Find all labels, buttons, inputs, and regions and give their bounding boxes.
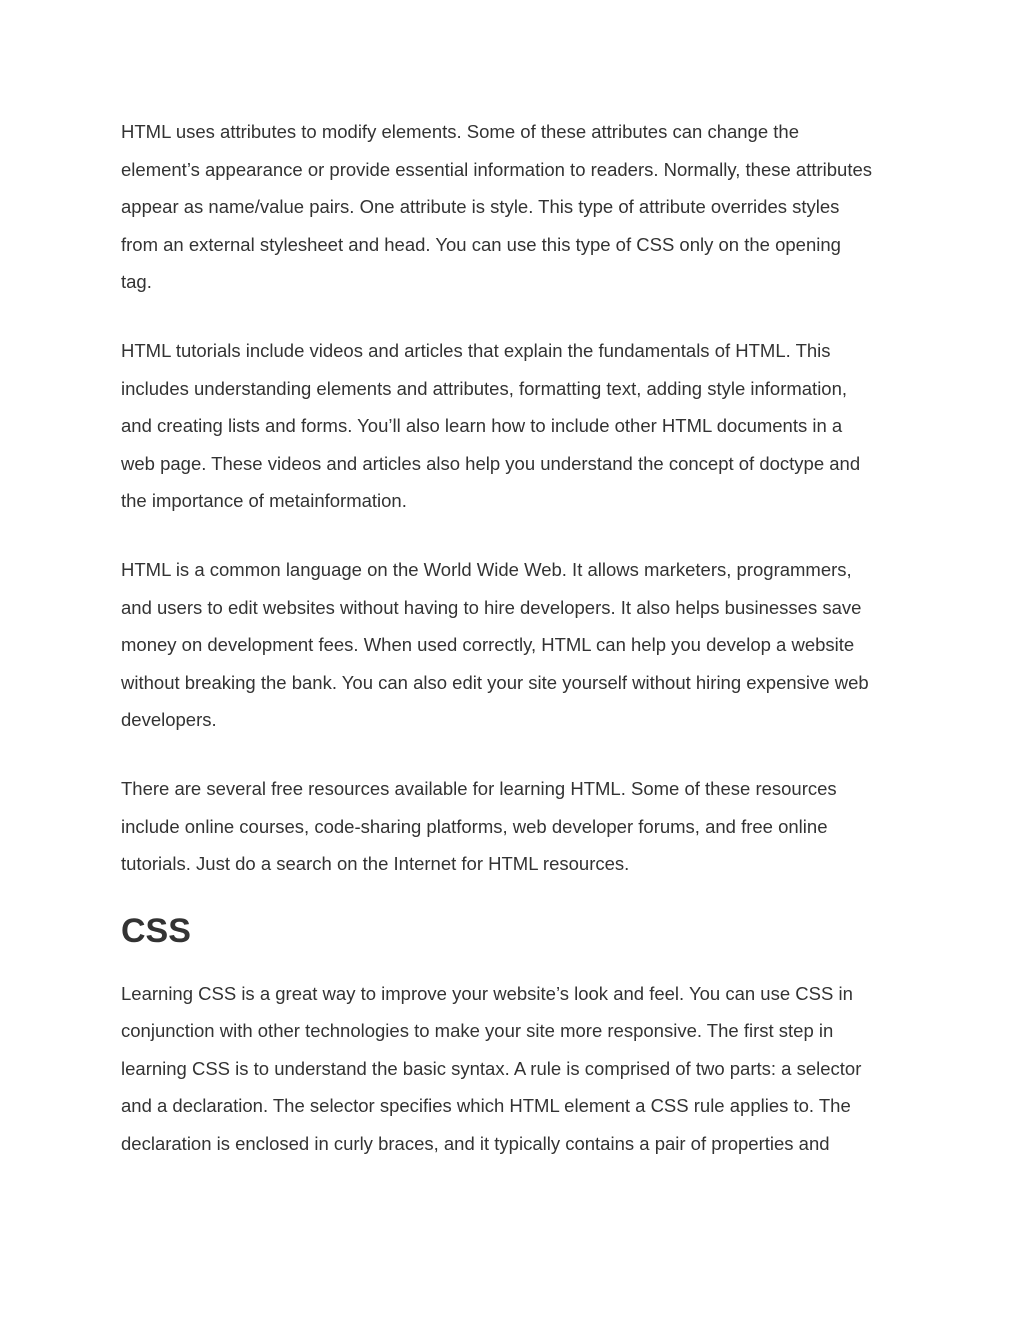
text-line: tag. — [121, 271, 152, 292]
text-line: element’s appearance or provide essential information to readers. Normally, these attributes — [121, 158, 873, 180]
text-line: and users to edit websites without having to hire developers. It also helps businesses save — [121, 596, 862, 618]
section-heading-css: CSS — [121, 911, 191, 950]
paragraph-html-tutorials — [121, 332, 911, 520]
text-line: declaration is enclosed in curly braces, and it typically contains a pair of properties and — [121, 1132, 830, 1154]
text-line: developers. — [121, 709, 217, 730]
text-line: includes understanding elements and attributes, formatting text, adding style information, — [121, 377, 848, 399]
text-line: HTML is a common language on the World Wide Web. It allows marketers, programmers, — [121, 559, 852, 580]
text-line: and creating lists and forms. You’ll also learn how to include other HTML documents in a — [121, 415, 843, 436]
paragraph-html-common-language — [121, 551, 911, 739]
text-line: include online courses, code-sharing platforms, web developer forums, and free online — [121, 815, 828, 837]
text-line: the importance of metainformation. — [121, 490, 407, 511]
text-line: HTML tutorials include videos and articles that explain the fundamentals of HTML. This — [121, 340, 831, 361]
text-line: Learning CSS is a great way to improve your website’s look and feel. You can use CSS in — [121, 982, 853, 1004]
paragraph-html-attributes — [121, 113, 911, 301]
text-line: There are several free resources available for learning HTML. Some of these resources — [121, 778, 837, 799]
text-line: money on development fees. When used correctly, HTML can help you develop a website — [121, 634, 855, 655]
text-line: without breaking the bank. You can also edit your site yourself without hiring expensive web — [121, 671, 869, 693]
text-line: and a declaration. The selector specifies which HTML element a CSS rule applies to. The — [121, 1095, 851, 1116]
paragraph-learning-css — [121, 975, 911, 1163]
text-line: learning CSS is to understand the basic syntax. A rule is comprised of two parts: a selector — [121, 1057, 862, 1079]
text-line: tutorials. Just do a search on the Internet for HTML resources. — [121, 853, 630, 874]
text-line: web page. These videos and articles also help you understand the concept of doctype and — [121, 452, 861, 474]
text-line: conjunction with other technologies to make your site more responsive. The first step in — [121, 1020, 834, 1041]
text-line: appear as name/value pairs. One attribute is style. This type of attribute overrides styles — [121, 196, 840, 217]
paragraph-html-resources — [121, 770, 911, 883]
document-page — [121, 113, 911, 1162]
text-line: HTML uses attributes to modify elements. Some of these attributes can change the — [121, 121, 799, 142]
text-line: from an external stylesheet and head. You can use this type of CSS only on the opening — [121, 233, 841, 255]
